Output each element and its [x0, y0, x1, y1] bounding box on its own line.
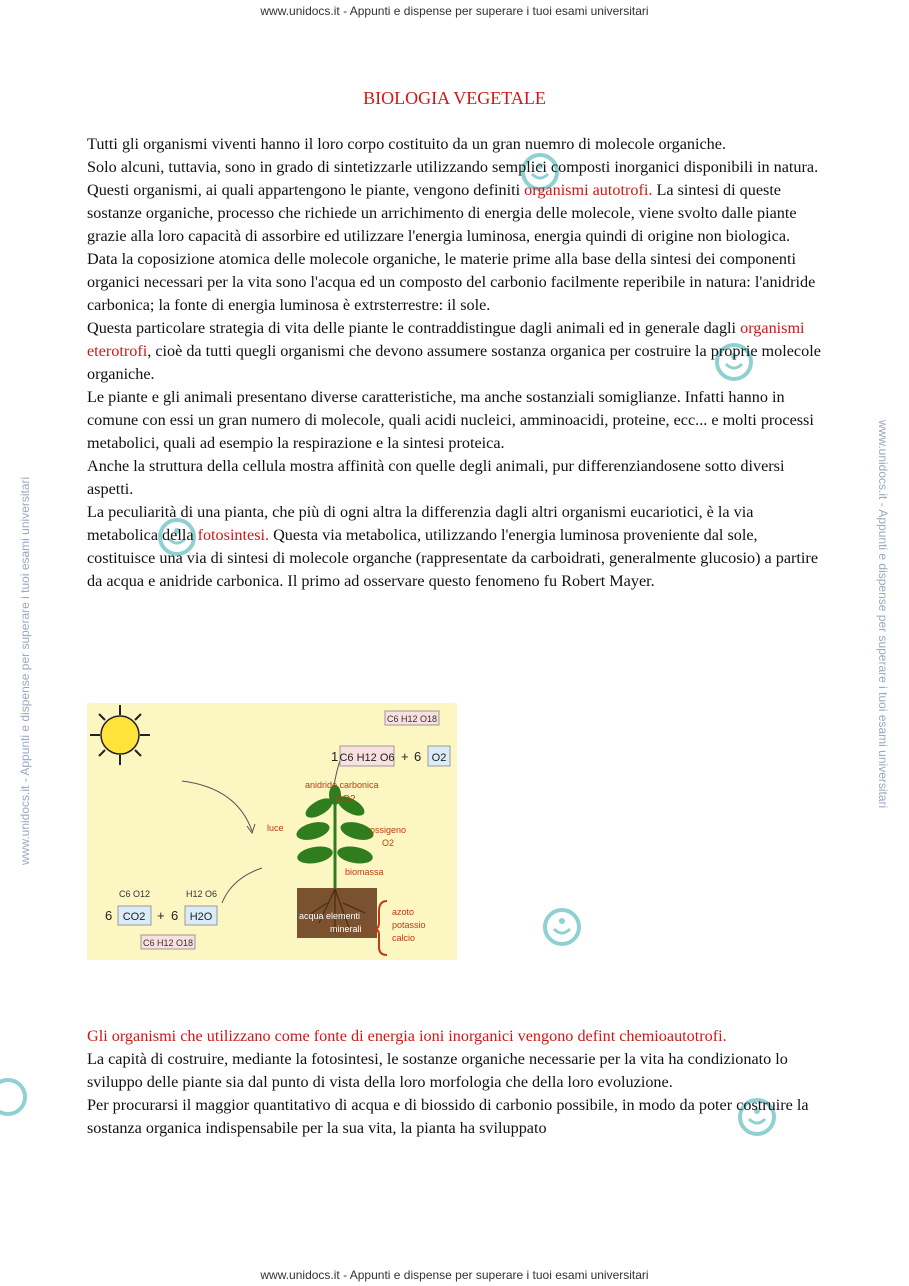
- highlight-term: organismi eterotrofi: [87, 319, 805, 360]
- plus-sign: +: [157, 908, 165, 923]
- reactant-top-right: H12 O6: [186, 889, 218, 899]
- text: La sintesi di queste sostanze organiche, processo che richiede un arrichimento di energia delle molecole, viene svolto dalle piante grazie alla loro capacità di assorbire ed utilizzare l'energia luminosa, energia quindi di origine non biologica.: [87, 181, 797, 245]
- reactant-co2-coef: 6: [105, 908, 113, 923]
- soil-label: acqua elementi: [299, 911, 361, 921]
- product-o2-coef: 6: [414, 749, 422, 764]
- watermark-right-text: www.unidocs.it - Appunti e dispense per superare i tuoi esami universitari: [876, 420, 890, 809]
- product-coef: 1: [331, 749, 339, 764]
- co2-formula-label: CO2: [335, 794, 356, 805]
- paragraph-highlight: Gli organismi che utilizzano come fonte di energia ioni inorganici vengono defint chemioautotrofi.: [87, 1027, 727, 1045]
- plus-sign: +: [401, 749, 409, 764]
- paragraph: [87, 317, 822, 386]
- paragraph: [87, 156, 822, 248]
- reactant-top-left: C6 O12: [119, 889, 151, 899]
- page-title: BIOLOGIA VEGETALE: [363, 88, 546, 108]
- section-1: [87, 133, 822, 593]
- page-header: www.unidocs.it - Appunti e dispense per superare i tuoi esami universitari: [260, 4, 649, 18]
- text: , cioè da tutti quegli organismi che devono assumere sostanza organica per costruire la proprie molecole organiche.: [87, 342, 821, 383]
- mineral-label: calcio: [392, 933, 416, 943]
- paragraph: Anche la struttura della cellula mostra affinità con quelle degli animali, pur differenziandosene sotto diversi aspetti.: [87, 457, 785, 498]
- product-glucose: C6 H12 O6: [339, 752, 395, 764]
- highlight-term: fotosintesi.: [197, 526, 270, 544]
- paragraph: Data la coposizione atomica delle molecole organiche, le materie prime alla base della sintesi dei componenti organici necessari per la vita sono l'acqua ed un composto del carbonio facilmente reperibile in natura: l'anidride carbonica; la fonte di energia luminosa è extrsterrestre: il sole.: [87, 250, 816, 314]
- biomass-label: biomassa: [345, 867, 384, 877]
- light-arrow: [182, 781, 252, 831]
- co2-label: anidride carbonica: [305, 780, 379, 790]
- highlight-term: organismi autotrofi.: [524, 181, 653, 199]
- sun-icon: [90, 705, 150, 765]
- text: Questa via metabolica, utilizzando l'energia luminosa proveniente dal sole, costituisce una via di sintesi di molecole organche (rappresentate da carboidrati, generalmente glucosio) a partire da acqua e anidride carbonica. Il primo ad osservare questo fenomeno fu Robert Mayer.: [87, 526, 818, 590]
- unidocs-logo-icon: [0, 1075, 30, 1119]
- text: La peculiarità di una pianta, che più di ogni altra la differenzia dagli altri organismi eucariotici, è la via metabolica della: [87, 503, 754, 544]
- paragraph: Per procurarsi il maggior quantitativo di acqua e di biossido di carbonio possibile, in modo da poter costruire la sostanza organica indispensabile per la sua vita, la pianta ha sviluppato: [87, 1096, 809, 1137]
- reactant-co2: CO2: [122, 911, 146, 923]
- page-footer: www.unidocs.it - Appunti e dispense per superare i tuoi esami universitari: [260, 1268, 649, 1282]
- light-label: luce: [267, 823, 284, 833]
- mineral-label: potassio: [392, 920, 426, 930]
- paragraph: [87, 501, 822, 593]
- oxygen-formula-label: O2: [382, 838, 395, 848]
- top-formula: C6 H12 O18: [386, 714, 438, 724]
- reactant-h2o-coef: 6: [171, 908, 179, 923]
- product-o2: O2: [431, 752, 447, 764]
- oxygen-label: ossigeno: [370, 825, 407, 835]
- photosynthesis-diagram: [87, 703, 457, 960]
- paragraph: Tutti gli organismi viventi hanno il loro corpo costituito da un gran nuemro di molecole organiche.: [87, 135, 727, 153]
- reactant-h2o: H2O: [189, 911, 213, 923]
- section-2: [87, 1025, 822, 1140]
- paragraph: La capità di costruire, mediante la fotosintesi, le sostanze organiche necessarie per la vita ha condizionato lo sviluppo delle piante sia dal punto di vista della loro morfologia che della loro evoluzione.: [87, 1050, 788, 1091]
- text: Questa particolare strategia di vita delle piante le contraddistingue dagli animali ed in generale dagli: [87, 319, 741, 337]
- watermark-left-text: www.unidocs.it - Appunti e dispense per superare i tuoi esami universitari: [18, 476, 32, 865]
- paragraph: Le piante e gli animali presentano diverse caratteristiche, ma anche sostanziali somiglianze. Infatti hanno in comune con essi un gran numero di molecole, quali acidi nucleici, amminoacidi, proteine, ecc... e molti processi metabolici, quali ad esempio la respirazione e la sintesi proteica.: [87, 388, 814, 452]
- unidocs-logo-icon: [540, 905, 584, 949]
- text: Solo alcuni, tuttavia, sono in grado di sintetizzarle utilizzando semplici composti inorganici disponibili in natura. Questi organismi, ai quali appartengono le piante, vengono definiti: [87, 158, 819, 199]
- reactant-bottom: C6 H12 O18: [142, 938, 194, 948]
- mineral-label: azoto: [392, 907, 415, 917]
- reactant-arrow: [222, 868, 262, 903]
- soil-label-minerals: minerali: [330, 924, 362, 934]
